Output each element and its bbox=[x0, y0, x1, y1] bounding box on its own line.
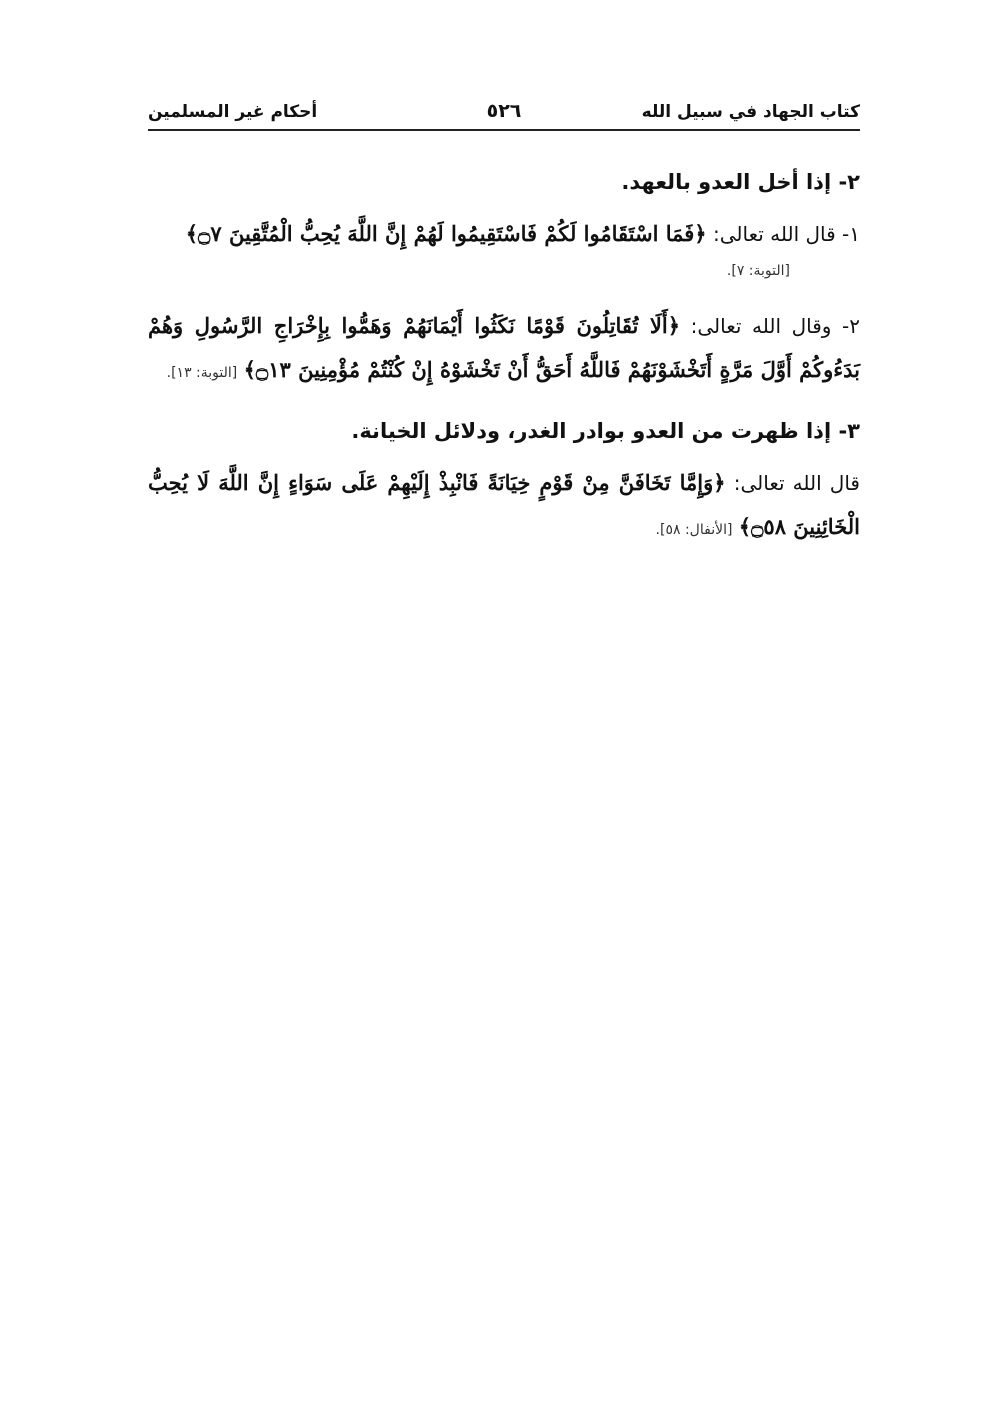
chapter-title: أحكام غير المسلمين bbox=[148, 102, 318, 122]
header-divider bbox=[148, 129, 860, 131]
page-number: ٥٢٦ bbox=[486, 100, 522, 122]
item-3-prefix: قال الله تعالى: bbox=[733, 471, 860, 495]
evidence-item-1 bbox=[148, 212, 860, 256]
book-title: كتاب الجهاد في سبيل الله bbox=[641, 102, 860, 122]
evidence-item-2 bbox=[148, 304, 860, 395]
item-2-verse: ﴿أَلَا تُقَاتِلُونَ قَوْمًا نَكَثُوا أَيْمَانَهُمْ وَهَمُّوا بِإِخْرَاجِ الرَّسُولِ وَهُمْ بَدَءُوكُمْ أَوَّلَ مَرَّةٍ أَتَخْشَوْنَهُمْ فَاللَّهُ أَحَقُّ أَنْ تَخْشَوْهُ إِنْ كُنْتُمْ مُؤْمِنِينَ ۝١٣﴾ bbox=[148, 313, 860, 382]
item-3-reference: [الأنفال: ٥٨]. bbox=[655, 522, 733, 538]
page-header bbox=[148, 96, 860, 132]
section-heading-3: ٣- إذا ظهرت من العدو بوادر الغدر، ودلائل الخيانة. bbox=[351, 419, 860, 443]
page-body bbox=[148, 160, 860, 552]
item-3-verse: ﴿وَإِمَّا تَخَافَنَّ مِنْ قَوْمٍ خِيَانَةً فَانْبِذْ إِلَيْهِمْ عَلَى سَوَاءٍ إِنَّ اللَّهَ لَا يُحِبُّ الْخَائِنِينَ ۝٥٨﴾ bbox=[148, 470, 860, 539]
item-1-verse: ﴿فَمَا اسْتَقَامُوا لَكُمْ فَاسْتَقِيمُوا لَهُمْ إِنَّ اللَّهَ يُحِبُّ الْمُتَّقِينَ ۝٧﴾ bbox=[185, 221, 707, 246]
item-2-reference: [التوبة: ١٣]. bbox=[166, 365, 238, 381]
item-1-reference: [التوبة: ٧]. bbox=[726, 263, 790, 279]
evidence-item-3 bbox=[148, 461, 860, 552]
item-1-prefix: ١- قال الله تعالى: bbox=[712, 222, 860, 246]
section-heading-2: ٢- إذا أخل العدو بالعهد. bbox=[621, 170, 860, 194]
item-2-prefix: ٢- وقال الله تعالى: bbox=[690, 314, 860, 338]
